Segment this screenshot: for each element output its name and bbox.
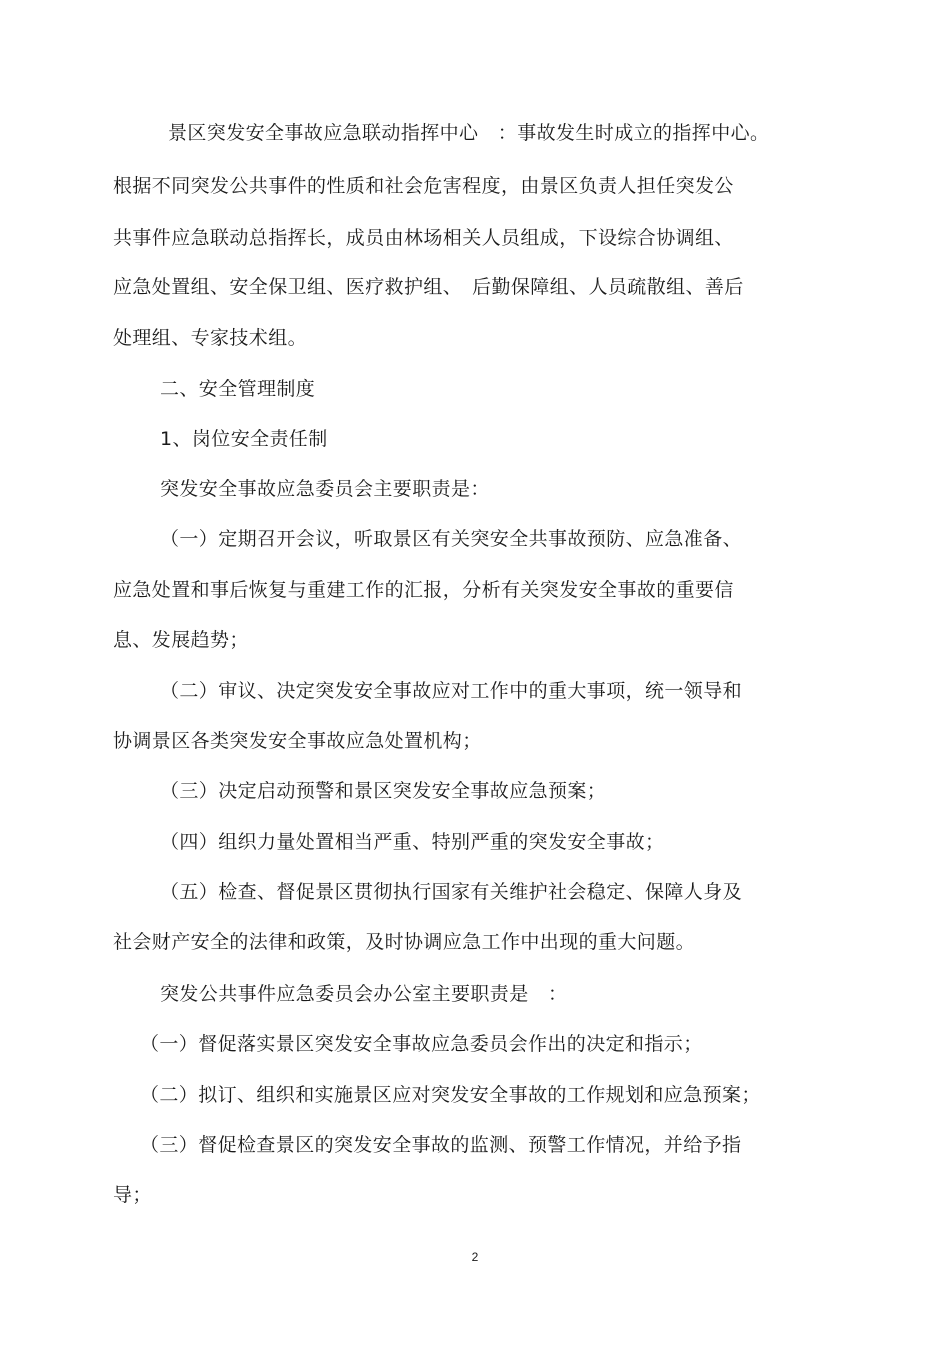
paragraph-line: 突发安全事故应急委员会主要职责是： <box>160 478 490 500</box>
list-item-line: （二）拟订、组织和实施景区应对突发安全事故的工作规划和应急预案； <box>140 1084 761 1106</box>
paragraph-line: 景区突发安全事故应急联动指挥中心 ：事故发生时成立的指挥中心。 <box>168 122 770 144</box>
list-item-line: （一）定期召开会议，听取景区有关突安全共事故预防、应急准备、 <box>160 528 743 550</box>
list-item-line: （三）决定启动预警和景区突发安全事故应急预案； <box>160 780 607 802</box>
list-item-line: （三）督促检查景区的突发安全事故的监测、预警工作情况，并给予指 <box>140 1134 742 1156</box>
paragraph-line: 处理组、专家技术组。 <box>113 327 308 349</box>
paragraph-line: 共事件应急联动总指挥长，成员由林场相关人员组成，下设综合协调组、 <box>113 227 734 249</box>
subsection-heading: 1、岗位安全责任制 <box>160 428 328 450</box>
list-item-line: （一）督促落实景区突发安全事故应急委员会作出的决定和指示； <box>140 1033 703 1055</box>
list-item-line: 社会财产安全的法律和政策，及时协调应急工作中出现的重大问题。 <box>113 931 696 953</box>
paragraph-line: 应急处置组、安全保卫组、医疗救护组、 后勤保障组、人员疏散组、善后 <box>113 276 744 298</box>
list-item-line: （四）组织力量处置相当严重、特别严重的突发安全事故； <box>160 831 665 853</box>
list-item-line: 应急处置和事后恢复与重建工作的汇报，分析有关突发安全事故的重要信 <box>113 579 734 601</box>
page-number: 2 <box>471 1250 479 1264</box>
list-item-line: （二）审议、决定突发安全事故应对工作中的重大事项，统一领导和 <box>160 680 743 702</box>
list-item-line: （五）检查、督促景区贯彻执行国家有关维护社会稳定、保障人身及 <box>160 881 743 903</box>
list-item-line: 协调景区各类突发安全事故应急处置机构； <box>113 730 482 752</box>
list-item-line: 息、发展趋势； <box>113 629 249 651</box>
paragraph-line: 根据不同突发公共事件的性质和社会危害程度，由景区负责人担任突发公 <box>113 175 734 197</box>
section-heading: 二、安全管理制度 <box>160 378 316 400</box>
paragraph-line: 突发公共事件应急委员会办公室主要职责是 ： <box>160 983 568 1005</box>
list-item-line: 导； <box>113 1184 152 1206</box>
